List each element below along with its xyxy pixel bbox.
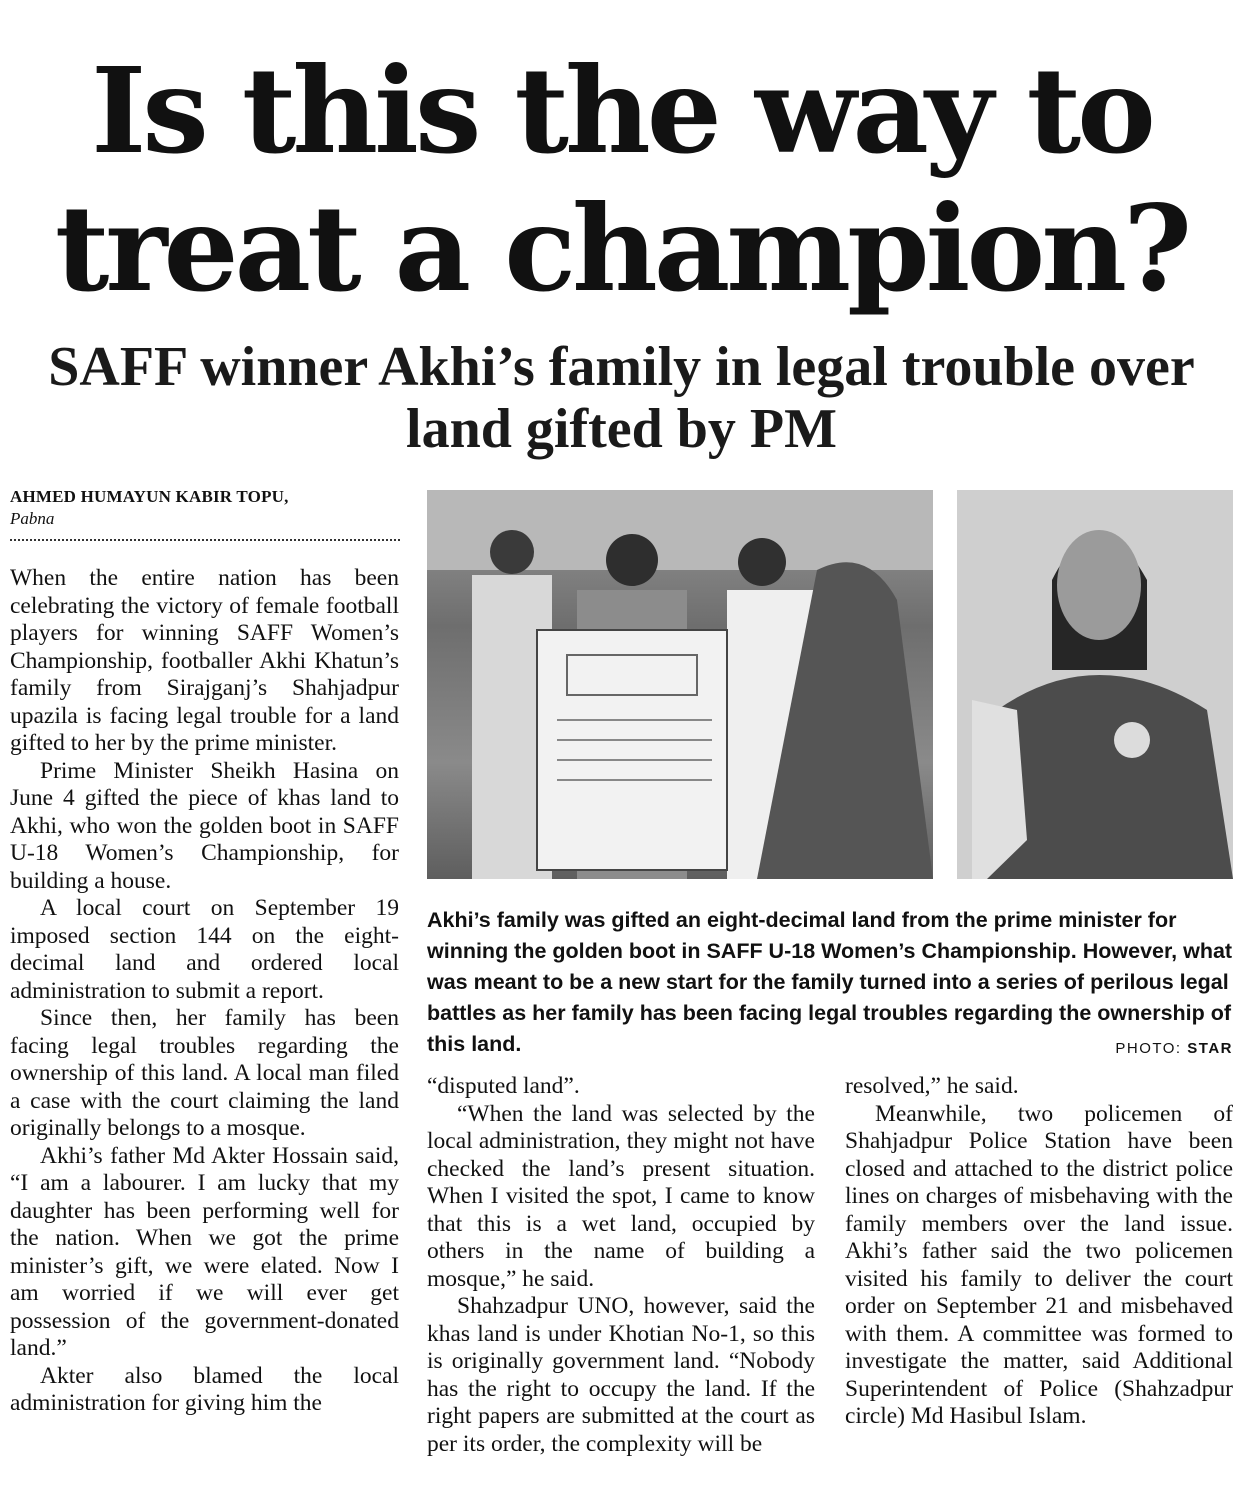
byline-divider xyxy=(10,539,400,541)
paragraph: Akter also blamed the local administration for giving him the xyxy=(10,1362,399,1416)
paragraph: When the entire nation has been celebrating the victory of female football players for winning SAFF Women’s Championship, footballer Akhi Khatun’s family from Sirajganj’s Shahjadpur upazila is facing legal trouble for a land gifted to her by the prime minister. xyxy=(10,565,399,756)
article-column-2 xyxy=(427,1073,815,1458)
photo-caption: Akhi’s family was gifted an eight-decimal land from the prime minister for winning the golden boot in SAFF U-18 Women’s Championship. However, what was meant to be a new start for the family turned into a series of perilous legal battles as her family has been facing legal troubles regarding the ownership of this land. xyxy=(427,908,1233,1056)
akhi-portrait-photo xyxy=(957,490,1233,879)
byline-location: Pabna xyxy=(10,509,55,528)
byline xyxy=(10,487,400,541)
paragraph: Meanwhile, two policemen of Shahjadpur Police Station have been closed and attached to the district police lines on charges of misbehaving with the family members over the land issue. Akhi’s father said the two policemen visited his family to deliver the court order on September 21 and misbehaved with them. A committee was formed to investigate the matter, said Additional Superintendent of Police (Shahzadpur circle) Md Hasibul Islam. xyxy=(845,1100,1233,1429)
paragraph: “When the land was selected by the local administration, they might not have checked the land’s present situation. When I visited the spot, I came to know that this is a wet land, occupied by others in the name of building a mosque,” he said. xyxy=(427,1100,815,1292)
photo-credit-source: STAR xyxy=(1187,1040,1233,1057)
photo-credit xyxy=(1115,1040,1233,1057)
headline: Is this the way to treat a champion? xyxy=(54,41,1189,318)
akhi-portrait-shapes xyxy=(957,490,1233,879)
paragraph: “disputed land”. xyxy=(427,1073,580,1099)
article-column-3 xyxy=(845,1073,1233,1431)
byline-author: AHMED HUMAYUN KABIR TOPU, xyxy=(10,487,289,506)
paragraph: Prime Minister Sheikh Hasina on June 4 gifted the piece of khas land to Akhi, who won the golden boot in SAFF U-18 Women’s Championship, for building a house. xyxy=(10,757,399,894)
paragraph: Shahzadpur UNO, however, said the khas land is under Khotian No-1, so this is originally government land. “Nobody has the right to occupy the land. If the right papers are submitted at the court as per its order, the complexity will be xyxy=(427,1293,815,1457)
paragraph: Since then, her family has been facing legal troubles regarding the ownership of this land. A local man filed a case with the court claiming the land originally belongs to a mosque. xyxy=(10,1005,399,1141)
subheadline: SAFF winner Akhi’s family in legal trouble over land gifted by PM xyxy=(48,336,1195,460)
ceremony-photo xyxy=(427,490,933,879)
photo-credit-label: PHOTO: xyxy=(1115,1040,1182,1057)
paragraph: Akhi’s father Md Akter Hossain said, “I am a labourer. I am lucky that my daughter has been performing well for the nation. When we got the prime minister’s gift, we were elated. Now I am worried if we will ever get possession of the government-donated land.” xyxy=(10,1142,399,1361)
ceremony-photo-shapes xyxy=(427,490,933,879)
paragraph: resolved,” he said. xyxy=(845,1073,1019,1099)
paragraph: A local court on September 19 imposed section 144 on the eight-decimal land and ordered local administration to submit a report. xyxy=(10,895,399,1004)
article-column-1 xyxy=(10,565,399,1418)
